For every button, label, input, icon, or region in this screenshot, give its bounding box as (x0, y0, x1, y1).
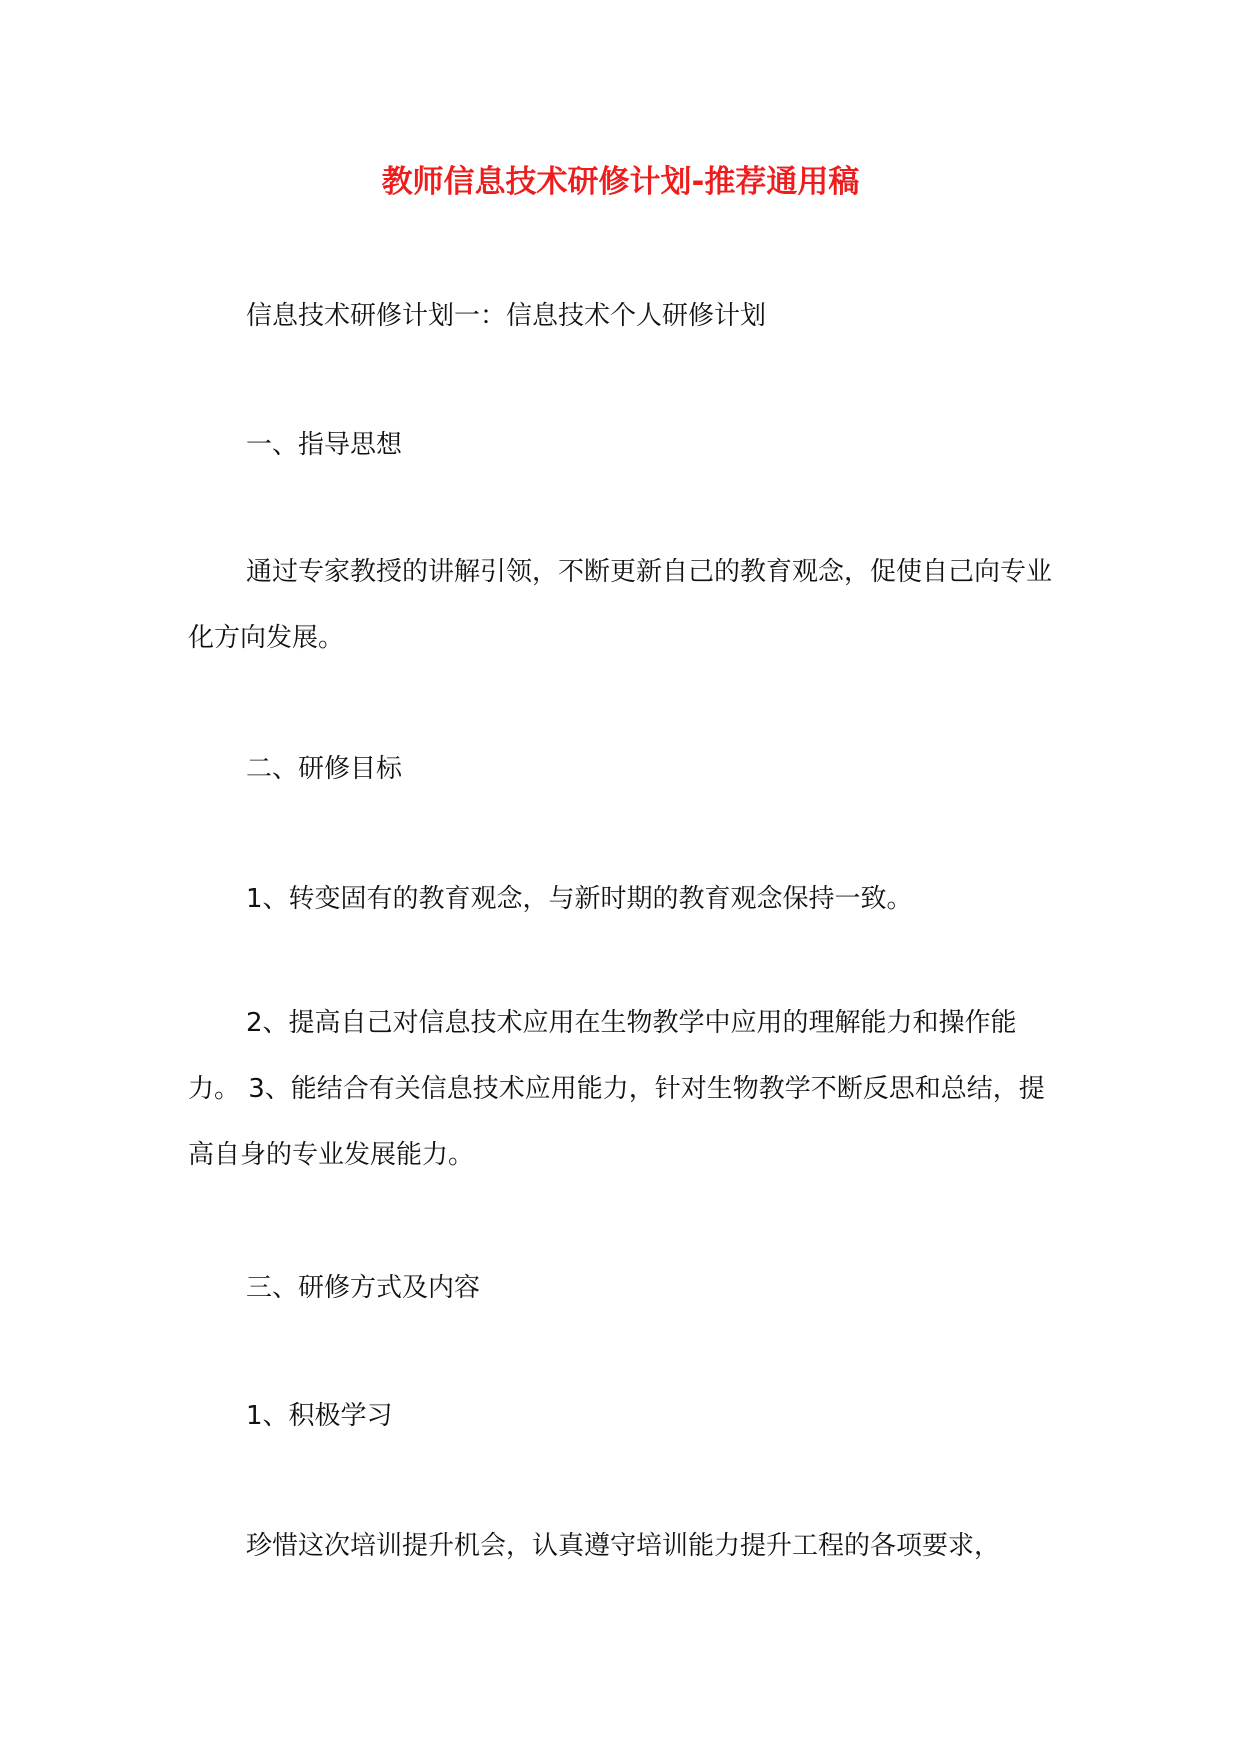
document-title: 教师信息技术研修计划-推荐通用稿 (381, 164, 860, 200)
section-heading-goals: 二、研修目标 (246, 754, 403, 784)
paragraph-active-learning: 珍惜这次培训提升机会，认真遵守培训能力提升工程的各项要求， (246, 1531, 1001, 1561)
paragraph-goals-2-3: 2、提高自己对信息技术应用在生物教学中应用的理解能力和操作能力。 3、能结合有关信息技术应用能力，针对生物教学不断反思和总结，提高自身的专业发展能力。 (188, 1008, 1045, 1170)
section-heading-methods: 三、研修方式及内容 (246, 1273, 481, 1303)
section-heading-guiding-thought: 一、指导思想 (246, 430, 403, 460)
item-heading-active-learning: 1、积极学习 (246, 1401, 393, 1431)
paragraph-guiding-thought: 通过专家教授的讲解引领，不断更新自己的教育观念，促使自己向专业化方向发展。 (188, 557, 1053, 653)
goal-item-1: 1、转变固有的教育观念，与新时期的教育观念保持一致。 (246, 884, 913, 914)
plan-subtitle: 信息技术研修计划一：信息技术个人研修计划 (246, 301, 767, 331)
